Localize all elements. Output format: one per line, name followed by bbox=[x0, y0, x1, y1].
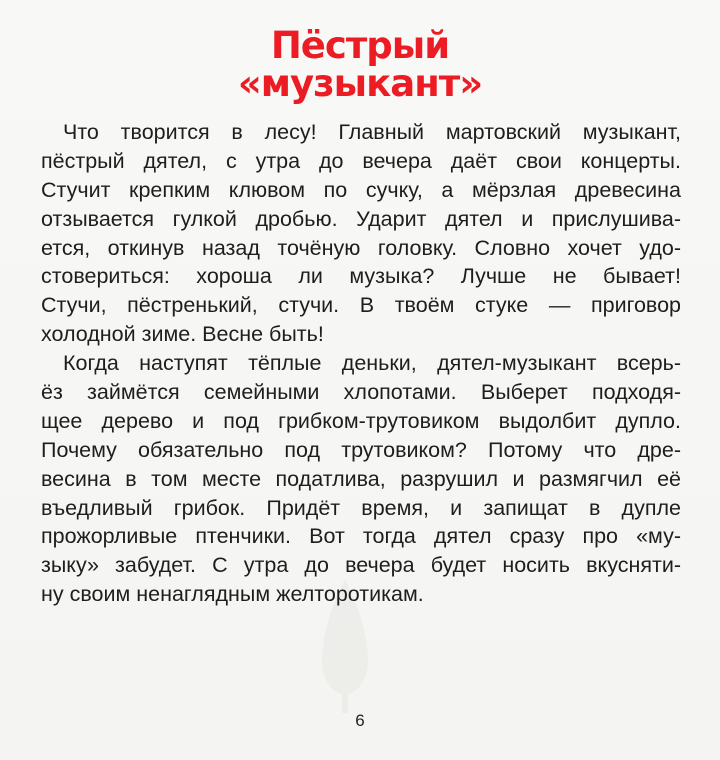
text-line: холодной зиме. Весне быть! bbox=[41, 322, 324, 347]
title-line-2: «музыкант» bbox=[237, 62, 483, 105]
text-line: зыку» забудет. С утра до вечера будет носить вкусняти- bbox=[41, 553, 681, 578]
text-line: отзывается гулкой дробью. Ударит дятел и прислушива- bbox=[41, 206, 681, 231]
text-line: Стучит крепким клювом по сучку, а мёрзлая древесина bbox=[41, 177, 681, 202]
text-line: щее дерево и под грибком-трутовиком выдолбит дупло. bbox=[41, 408, 681, 433]
text-line: ёз займётся семейными хлопотами. Выберет подходя- bbox=[41, 380, 681, 405]
text-line: прожорливые птенчики. Вот тогда дятел сразу про «му- bbox=[41, 524, 681, 549]
title-line-1: Пёстрый bbox=[270, 24, 450, 67]
text-line: ется, откинув назад точёную головку. Словно хочет удо- bbox=[41, 235, 681, 260]
text-line: Почему обязательно под трутовиком? Потому что дре- bbox=[41, 437, 681, 462]
text-line: стовериться: хороша ли музыка? Лучше не бывает! bbox=[41, 264, 681, 289]
page-number: 6 bbox=[355, 711, 365, 730]
text-line: Стучи, пёстренький, стучи. В твоём стуке — приговор bbox=[41, 293, 681, 318]
text-line: Когда наступят тёплые деньки, дятел-музыкант всерь- bbox=[63, 351, 681, 376]
text-line: ну своим ненаглядным желторотикам. bbox=[41, 582, 424, 607]
text-line: весина в том месте податлива, разрушил и размягчил её bbox=[41, 466, 681, 491]
text-line: пёстрый дятел, с утра до вечера даёт свои концерты. bbox=[41, 148, 681, 173]
story-text bbox=[41, 118, 681, 609]
text-line: въедливый грибок. Придёт время, и запищат в дупле bbox=[41, 495, 681, 520]
text-line: Что творится в лесу! Главный мартовский музыкант, bbox=[63, 120, 681, 144]
